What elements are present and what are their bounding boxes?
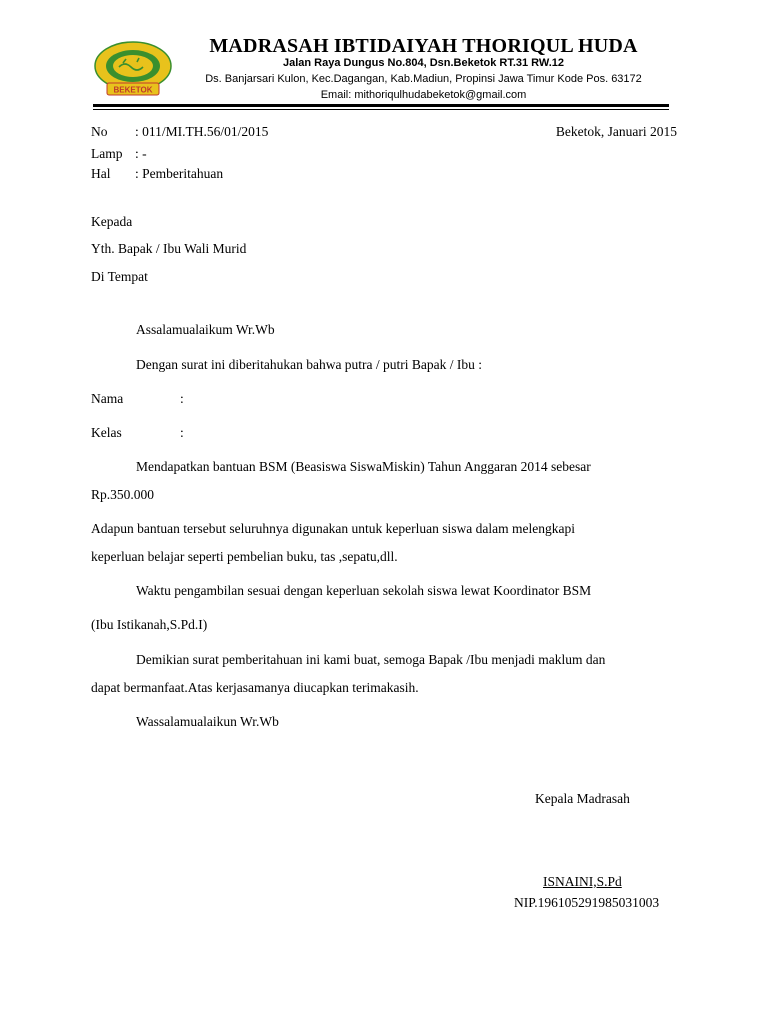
recipient-name: Yth. Bapak / Ibu Wali Murid (91, 241, 247, 256)
paragraph3-line1: Waktu pengambilan sesuai dengan keperluan sekolah siswa lewat Koordinator BSM (136, 583, 592, 598)
subject-label: Hal (91, 166, 111, 181)
class-field-colon: : (180, 425, 184, 440)
school-email: Email: mithoriqulhudabeketok@gmail.com (320, 89, 527, 101)
header-rule-thin (93, 109, 669, 110)
letter-number-label: No (91, 124, 108, 139)
place-date: Beketok, Januari 2015 (555, 124, 677, 139)
school-logo (93, 40, 173, 98)
paragraph2-line2: keperluan belajar seperti pembelian buku, tas ,sepatu,dll. (91, 549, 398, 564)
attachment-label: Lamp (91, 146, 123, 161)
recipient-place: Di Tempat (91, 269, 148, 284)
class-field-label: Kelas (91, 425, 122, 440)
school-address-line1: Jalan Raya Dungus No.804, Dsn.Beketok RT.31 RW.12 (282, 57, 564, 69)
paragraph4-line1: Demikian surat pemberitahuan ini kami buat, semoga Bapak /Ibu menjadi maklum dan (136, 652, 606, 667)
greeting: Assalamualaikum Wr.Wb (136, 322, 275, 337)
attachment-value: : - (135, 146, 147, 161)
paragraph1-line2: Rp.350.000 (91, 487, 155, 502)
closing-greeting: Wassalamualaikun Wr.Wb (136, 714, 279, 729)
recipient-to: Kepada (91, 214, 133, 229)
name-field-colon: : (180, 391, 184, 406)
paragraph4-line2: dapat bermanfaat.Atas kerjasamanya diucapkan terimakasih. (91, 680, 419, 695)
intro-line: Dengan surat ini diberitahukan bahwa putra / putri Bapak / Ibu : (136, 357, 483, 372)
paragraph1-line1: Mendapatkan bantuan BSM (Beasiswa SiswaMiskin) Tahun Anggaran 2014 sebesar (136, 459, 591, 474)
signer-nip: NIP.196105291985031003 (514, 895, 660, 910)
paragraph2-line1: Adapun bantuan tersebut seluruhnya digunakan untuk keperluan siswa dalam melengkapi (91, 521, 575, 536)
paragraph3-line2: (Ibu Istikanah,S.Pd.I) (91, 617, 208, 632)
letter-number-value: : 011/MI.TH.56/01/2015 (135, 124, 269, 139)
subject-value: : Pemberitahuan (135, 166, 224, 181)
signer-position: Kepala Madrasah (535, 791, 630, 806)
name-field-label: Nama (91, 391, 124, 406)
logo-banner-text: BEKETOK (113, 85, 153, 95)
school-name: MADRASAH IBTIDAIYAH THORIQUL HUDA (209, 35, 638, 57)
header-rule-thick (93, 104, 669, 107)
signer-name: ISNAINI,S.Pd (543, 874, 622, 889)
school-address-line2: Ds. Banjarsari Kulon, Kec.Dagangan, Kab.Madiun, Propinsi Jawa Timur Kode Pos. 63172 (205, 73, 642, 85)
